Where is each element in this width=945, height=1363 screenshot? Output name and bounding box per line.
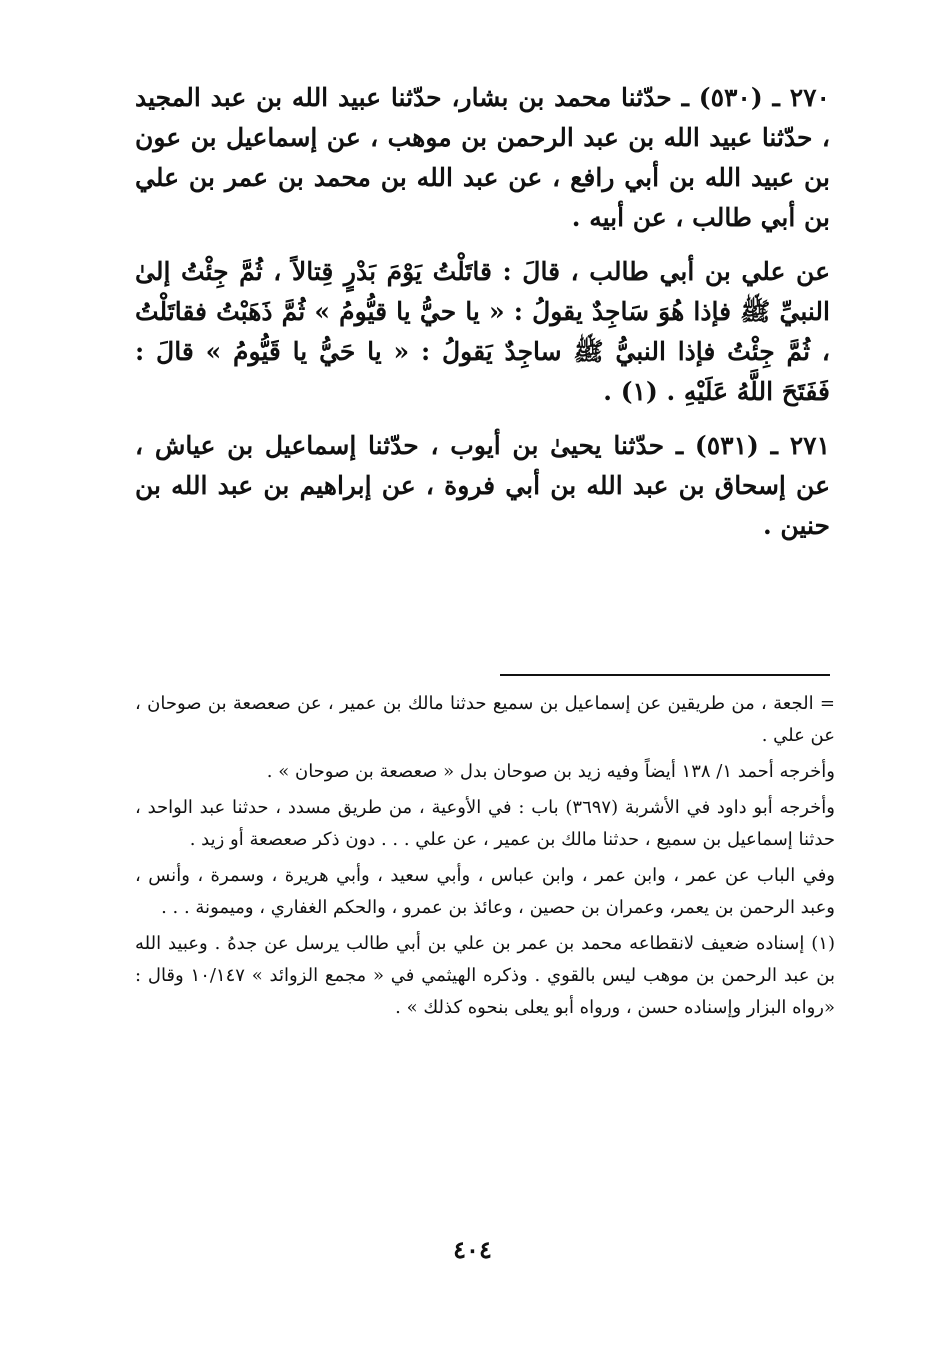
footnotes <box>135 688 835 1028</box>
footnote-abu-dawud: وأخرجه أبو داود في الأشربة (٣٦٩٧) باب : في الأوعية ، من طريق مسدد ، حدثنا عبد الواحد ، حدثنا إسماعيل بن سميع ، حدثنا مالك بن عمير ، عن علي . . . دون ذكر صعصعة أو زيد . <box>135 797 835 850</box>
main-text <box>135 78 830 560</box>
hadith-270-text: عن علي بن أبي طالب ، قالَ : قاتَلْتُ يَوْمَ بَدْرٍ قِتالاً ، ثُمَّ جِئْتُ إلىٰ النبيِّ ﷺ فإذا هُوَ سَاجِدٌ يقولُ : « يا حيُّ يا قيُّومُ » ثُمَّ ذَهَبْتُ فقاتَلْتُ ، ثُمَّ جِئْتُ فإذا النبيُّ ﷺ ساجِدٌ يَقولُ : « يا حَيُّ يا قَيُّومُ » قالَ : فَفَتَحَ اللَّهُ عَلَيْهِ . (١) . <box>135 257 830 406</box>
footnote-continuation: = الجعة ، من طريقين عن إسماعيل بن سميع حدثنا مالك بن عمير ، عن صعصعة بن صوحان ، عن علي . <box>135 693 836 746</box>
page-number: ٤٠٤ <box>453 1235 492 1264</box>
footnote-other-narrations: وفي الباب عن عمر ، وابن عمر ، وابن عباس ، وأبي سعيد ، وأبي هريرة ، وسمرة ، وأنس ، وعبد الرحمن بن يعمر، وعمران بن حصين ، وعائذ بن عمرو ، والحكم الغفاري ، وميمونة . . . <box>135 865 835 918</box>
footnote-divider <box>500 674 830 676</box>
hadith-270-chain: ٢٧٠ ـ (٥٣٠) ـ حدّثنا محمد بن بشار، حدّثنا عبيد الله بن عبد المجيد ، حدّثنا عبيد الله بن عبد الرحمن بن موهب ، عن إسماعيل بن عون بن عبيد الله بن أبي رافع ، عن عبد الله بن محمد بن عمر بن علي بن أبي طالب ، عن أبيه . <box>135 83 830 232</box>
footnote-ahmad: وأخرجه أحمد ١/ ١٣٨ أيضاً وفيه زيد بن صوحان بدل « صعصعة بن صوحان » . <box>266 761 835 782</box>
footnote-1: (١) إسناده ضعيف لانقطاعه محمد بن عمر بن علي بن أبي طالب يرسل عن جدهُ . وعبيد الله بن عبد الرحمن بن موهب ليس بالقوي . وذكره الهيثمي في « مجمع الزوائد » ١٠/١٤٧ وقال : «رواه البزار وإسناده حسن ، ورواه أبو يعلى بنحوه كذلك » . <box>135 933 835 1018</box>
hadith-271-chain: ٢٧١ ـ (٥٣١) ـ حدّثنا يحيىٰ بن أيوب ، حدّثنا إسماعيل بن عياش ، عن إسحاق بن عبد الله بن أبي فروة ، عن إبراهيم بن عبد الله بن حنين . <box>135 431 831 540</box>
